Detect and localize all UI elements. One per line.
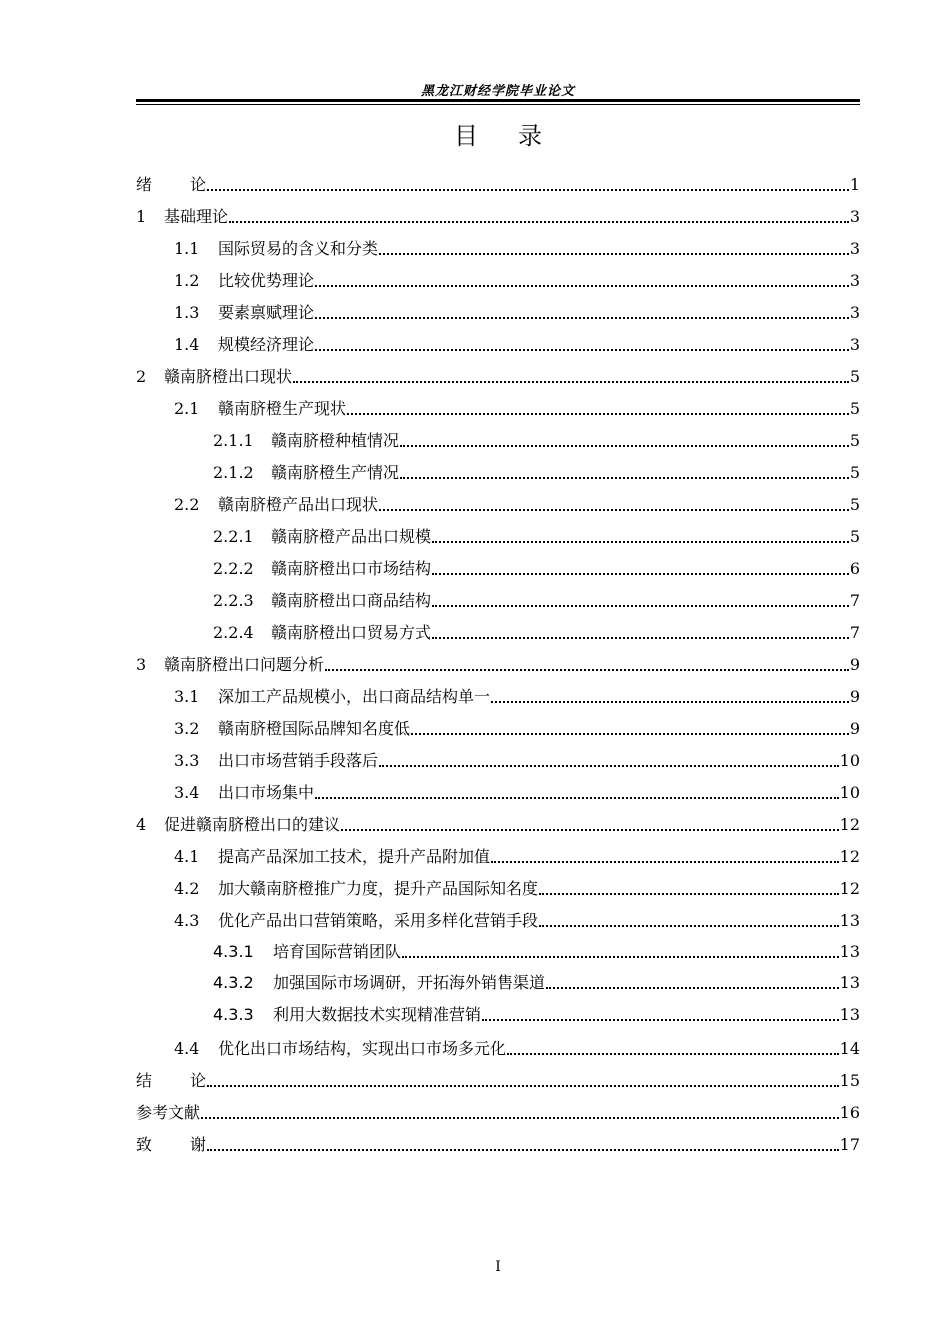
toc-entry-number: 1.3 — [174, 303, 200, 322]
toc-entry-page: 3 — [849, 207, 860, 226]
toc-dot-leader — [491, 861, 839, 863]
toc-entry-page: 3 — [849, 335, 860, 354]
toc-entry-page: 16 — [839, 1103, 860, 1122]
toc-entry-page: 9 — [849, 687, 860, 706]
toc-entry[interactable] — [174, 493, 860, 515]
toc-entry-label: 赣南脐橙出口商品结构 — [271, 591, 432, 610]
toc-dot-leader — [315, 317, 849, 319]
toc-dot-leader — [432, 573, 849, 575]
toc-entry-page: 7 — [849, 623, 860, 642]
page-number: I — [495, 1259, 501, 1275]
toc-entry[interactable] — [174, 269, 860, 291]
toc-entry[interactable] — [213, 557, 860, 579]
toc-dot-leader — [432, 637, 849, 639]
toc-entry-page: 9 — [849, 655, 860, 674]
toc-entry-label: 利用大数据技术实现精准营销 — [273, 1005, 482, 1024]
toc-entry-page: 6 — [849, 559, 860, 578]
toc-entry-label: 参考文献 — [136, 1103, 201, 1122]
toc-entry-page: 9 — [849, 719, 860, 738]
toc-entry-label: 比较优势理论 — [218, 271, 315, 290]
toc-entry[interactable] — [174, 397, 860, 419]
toc-entry-page: 5 — [849, 367, 860, 386]
toc-entry-label: 基础理论 — [164, 207, 229, 226]
toc-entry[interactable] — [136, 653, 860, 675]
toc-entry-page: 5 — [849, 463, 860, 482]
toc-entry-label: 赣南脐橙出口市场结构 — [271, 559, 432, 578]
toc-entry-number: 2.2.1 — [213, 527, 254, 546]
toc-dot-leader — [347, 413, 849, 415]
toc-entry-number: 4.3 — [174, 911, 200, 930]
toc-entry-label: 促进赣南脐橙出口的建议 — [164, 815, 341, 834]
toc-entry-label: 培育国际营销团队 — [273, 942, 402, 961]
toc-entry[interactable] — [213, 461, 860, 483]
toc-entry-label: 绪论 — [136, 175, 245, 194]
toc-entry-number: 2.1.2 — [213, 463, 254, 482]
toc-entry[interactable] — [213, 940, 860, 962]
toc-dot-leader — [207, 1149, 839, 1151]
toc-entry-number: 4.3.3 — [213, 1005, 254, 1024]
toc-entry-label: 致谢 — [136, 1135, 245, 1154]
toc-dot-leader — [432, 605, 849, 607]
toc-entry-label: 结论 — [136, 1071, 245, 1090]
toc-entry-number: 3.2 — [174, 719, 200, 738]
toc-title-text: 目录 — [454, 122, 582, 150]
toc-entry-label: 提高产品深加工技术，提升产品附加值 — [218, 847, 491, 866]
toc-entry[interactable] — [174, 301, 860, 323]
toc-entry-number: 4.3.1 — [213, 942, 254, 961]
toc-entry[interactable] — [213, 1003, 860, 1025]
toc-entry[interactable] — [174, 1037, 860, 1059]
toc-entry-page: 10 — [839, 751, 860, 770]
toc-entry-number: 3.3 — [174, 751, 200, 770]
toc-dot-leader — [201, 1117, 839, 1119]
toc-entry[interactable] — [136, 1133, 860, 1155]
toc-entry-page: 3 — [849, 271, 860, 290]
toc-entry-number: 2 — [136, 367, 147, 386]
toc-entry[interactable] — [174, 333, 860, 355]
toc-dot-leader — [432, 541, 849, 543]
toc-entry[interactable] — [213, 621, 860, 643]
toc-entry-page: 5 — [849, 431, 860, 450]
toc-dot-leader — [315, 797, 839, 799]
toc-entry-page: 1 — [849, 175, 860, 194]
toc-entry-number: 1.1 — [174, 239, 200, 258]
toc-entry-number: 1.2 — [174, 271, 200, 290]
toc-entry[interactable] — [174, 845, 860, 867]
toc-dot-leader — [539, 925, 839, 927]
toc-dot-leader — [507, 1053, 839, 1055]
toc-dot-leader — [379, 509, 849, 511]
toc-dot-leader — [482, 1019, 839, 1021]
toc-entry-label: 赣南脐橙生产情况 — [271, 463, 400, 482]
toc-entry[interactable] — [213, 525, 860, 547]
header-rule-thick — [136, 99, 860, 102]
toc-entry-page: 5 — [849, 399, 860, 418]
toc-dot-leader — [379, 765, 839, 767]
toc-dot-leader — [229, 221, 849, 223]
toc-entry[interactable] — [136, 1069, 860, 1091]
toc-entry-page: 5 — [849, 527, 860, 546]
running-header: 黑龙江财经学院毕业论文 — [420, 84, 575, 99]
toc-entry-number: 1 — [136, 207, 147, 226]
toc-entry-label: 赣南脐橙生产现状 — [218, 399, 347, 418]
toc-entry-label: 赣南脐橙出口贸易方式 — [271, 623, 432, 642]
toc-dot-leader — [546, 987, 839, 989]
toc-entry-number: 3 — [136, 655, 147, 674]
toc-dot-leader — [411, 733, 849, 735]
toc-entry-number: 2.2.2 — [213, 559, 254, 578]
toc-dot-leader — [491, 701, 849, 703]
toc-entry[interactable] — [136, 365, 860, 387]
toc-entry[interactable] — [136, 173, 860, 195]
toc-entry-label: 出口市场集中 — [218, 783, 315, 802]
toc-entry-label: 赣南脐橙产品出口规模 — [271, 527, 432, 546]
toc-entry-page: 13 — [839, 942, 860, 961]
toc-entry-number: 1.4 — [174, 335, 200, 354]
toc-entry-number: 2.2.3 — [213, 591, 254, 610]
toc-entry-number: 2.1 — [174, 399, 200, 418]
toc-entry-number: 4 — [136, 815, 147, 834]
toc-entry-page: 12 — [839, 815, 860, 834]
toc-dot-leader — [207, 1085, 839, 1087]
toc-dot-leader — [400, 477, 849, 479]
toc-entry-label: 要素禀赋理论 — [218, 303, 315, 322]
toc-entry-page: 10 — [839, 783, 860, 802]
toc-dot-leader — [325, 669, 849, 671]
toc-dot-leader — [379, 253, 849, 255]
toc-entry[interactable] — [213, 589, 860, 611]
toc-entry-number: 4.1 — [174, 847, 200, 866]
toc-dot-leader — [341, 829, 839, 831]
toc-entry-label: 优化出口市场结构，实现出口市场多元化 — [218, 1039, 507, 1058]
toc-entry-label: 出口市场营销手段落后 — [218, 751, 379, 770]
toc-entry-page: 3 — [849, 239, 860, 258]
toc-entry-page: 13 — [839, 973, 860, 992]
toc-entry-label: 加强国际市场调研，开拓海外销售渠道 — [273, 973, 546, 992]
toc-entry-number: 4.4 — [174, 1039, 200, 1058]
toc-entry-page: 7 — [849, 591, 860, 610]
toc-entry[interactable] — [174, 781, 860, 803]
header-rule-thin — [136, 104, 860, 105]
toc-entry-page: 12 — [839, 847, 860, 866]
toc-entry-label: 赣南脐橙出口问题分析 — [164, 655, 325, 674]
toc-title — [136, 116, 860, 151]
toc-entry-label: 加大赣南脐橙推广力度，提升产品国际知名度 — [218, 879, 539, 898]
toc-entry-page: 14 — [839, 1039, 860, 1058]
toc-entry-label: 规模经济理论 — [218, 335, 315, 354]
toc-entry[interactable] — [136, 813, 860, 835]
toc-dot-leader — [315, 349, 849, 351]
toc-dot-leader — [315, 285, 849, 287]
toc-entry-page: 13 — [839, 1005, 860, 1024]
toc-entry[interactable] — [136, 205, 860, 227]
toc-entry-label: 赣南脐橙出口现状 — [164, 367, 293, 386]
toc-dot-leader — [207, 189, 849, 191]
toc-entry-label: 赣南脐橙种植情况 — [271, 431, 400, 450]
toc-entry-number: 4.2 — [174, 879, 200, 898]
toc-entry[interactable] — [174, 877, 860, 899]
toc-entry[interactable] — [213, 429, 860, 451]
toc-entry-label: 赣南脐橙国际品牌知名度低 — [218, 719, 411, 738]
toc-entry-page: 3 — [849, 303, 860, 322]
toc-entry-page: 17 — [839, 1135, 860, 1154]
toc-dot-leader — [539, 893, 839, 895]
toc-entry-label: 深加工产品规模小，出口商品结构单一 — [218, 687, 491, 706]
toc-entry[interactable] — [213, 971, 860, 993]
toc-entry[interactable] — [174, 717, 860, 739]
toc-entry-label: 赣南脐橙产品出口现状 — [218, 495, 379, 514]
toc-entry[interactable] — [136, 1101, 860, 1123]
toc-entry-page: 15 — [839, 1071, 860, 1090]
toc-entry-page: 5 — [849, 495, 860, 514]
toc-entry-page: 13 — [839, 911, 860, 930]
toc-entry[interactable] — [174, 237, 860, 259]
toc-entry-number: 2.2.4 — [213, 623, 254, 642]
toc-entry-label: 优化产品出口营销策略，采用多样化营销手段 — [218, 911, 539, 930]
toc-entry[interactable] — [174, 909, 860, 931]
toc-dot-leader — [402, 956, 839, 958]
toc-entry-label: 国际贸易的含义和分类 — [218, 239, 379, 258]
toc-entry-page: 12 — [839, 879, 860, 898]
toc-dot-leader — [293, 381, 849, 383]
toc-entry-number: 4.3.2 — [213, 973, 254, 992]
toc-entry[interactable] — [174, 685, 860, 707]
toc-entry[interactable] — [174, 749, 860, 771]
toc-entry-number: 3.4 — [174, 783, 200, 802]
toc-dot-leader — [400, 445, 849, 447]
toc-entry-number: 2.2 — [174, 495, 200, 514]
toc-entry-number: 3.1 — [174, 687, 200, 706]
toc-entry-number: 2.1.1 — [213, 431, 254, 450]
